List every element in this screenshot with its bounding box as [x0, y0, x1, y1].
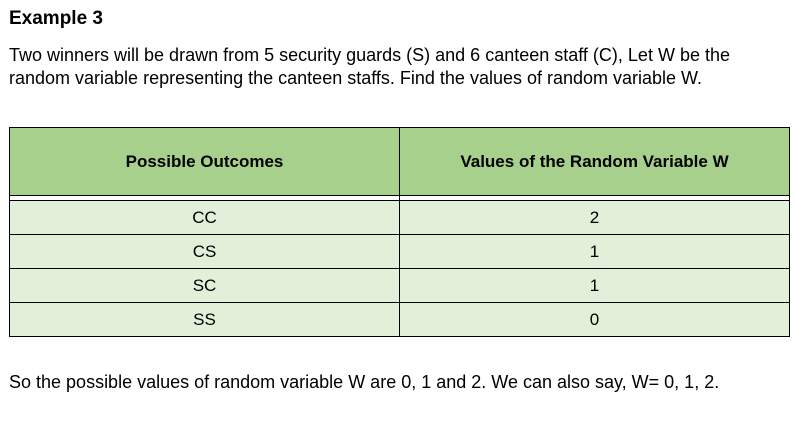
- example-heading: Example 3: [9, 8, 103, 29]
- header-random-variable-values: Values of the Random Variable W: [400, 128, 790, 196]
- table-row: [10, 201, 790, 235]
- value-cell: 1: [400, 235, 790, 269]
- outcomes-table: [9, 127, 790, 337]
- header-possible-outcomes: Possible Outcomes: [10, 128, 400, 196]
- problem-statement: Two winners will be drawn from 5 security guards (S) and 6 canteen staff (C), Let W be the random variable representing the canteen staffs. Find the values of random variable W.: [9, 45, 730, 88]
- table-row: [10, 269, 790, 303]
- value-cell: 0: [400, 303, 790, 337]
- value-cell: 1: [400, 269, 790, 303]
- value-cell: 2: [400, 201, 790, 235]
- outcome-cell: CC: [10, 201, 400, 235]
- outcome-cell: CS: [10, 235, 400, 269]
- outcome-cell: SS: [10, 303, 400, 337]
- table-header-row: [10, 128, 790, 196]
- table-row: [10, 235, 790, 269]
- outcome-cell: SC: [10, 269, 400, 303]
- table-row: [10, 303, 790, 337]
- conclusion-statement: So the possible values of random variable W are 0, 1 and 2. We can also say, W= 0, 1, 2.: [9, 372, 720, 392]
